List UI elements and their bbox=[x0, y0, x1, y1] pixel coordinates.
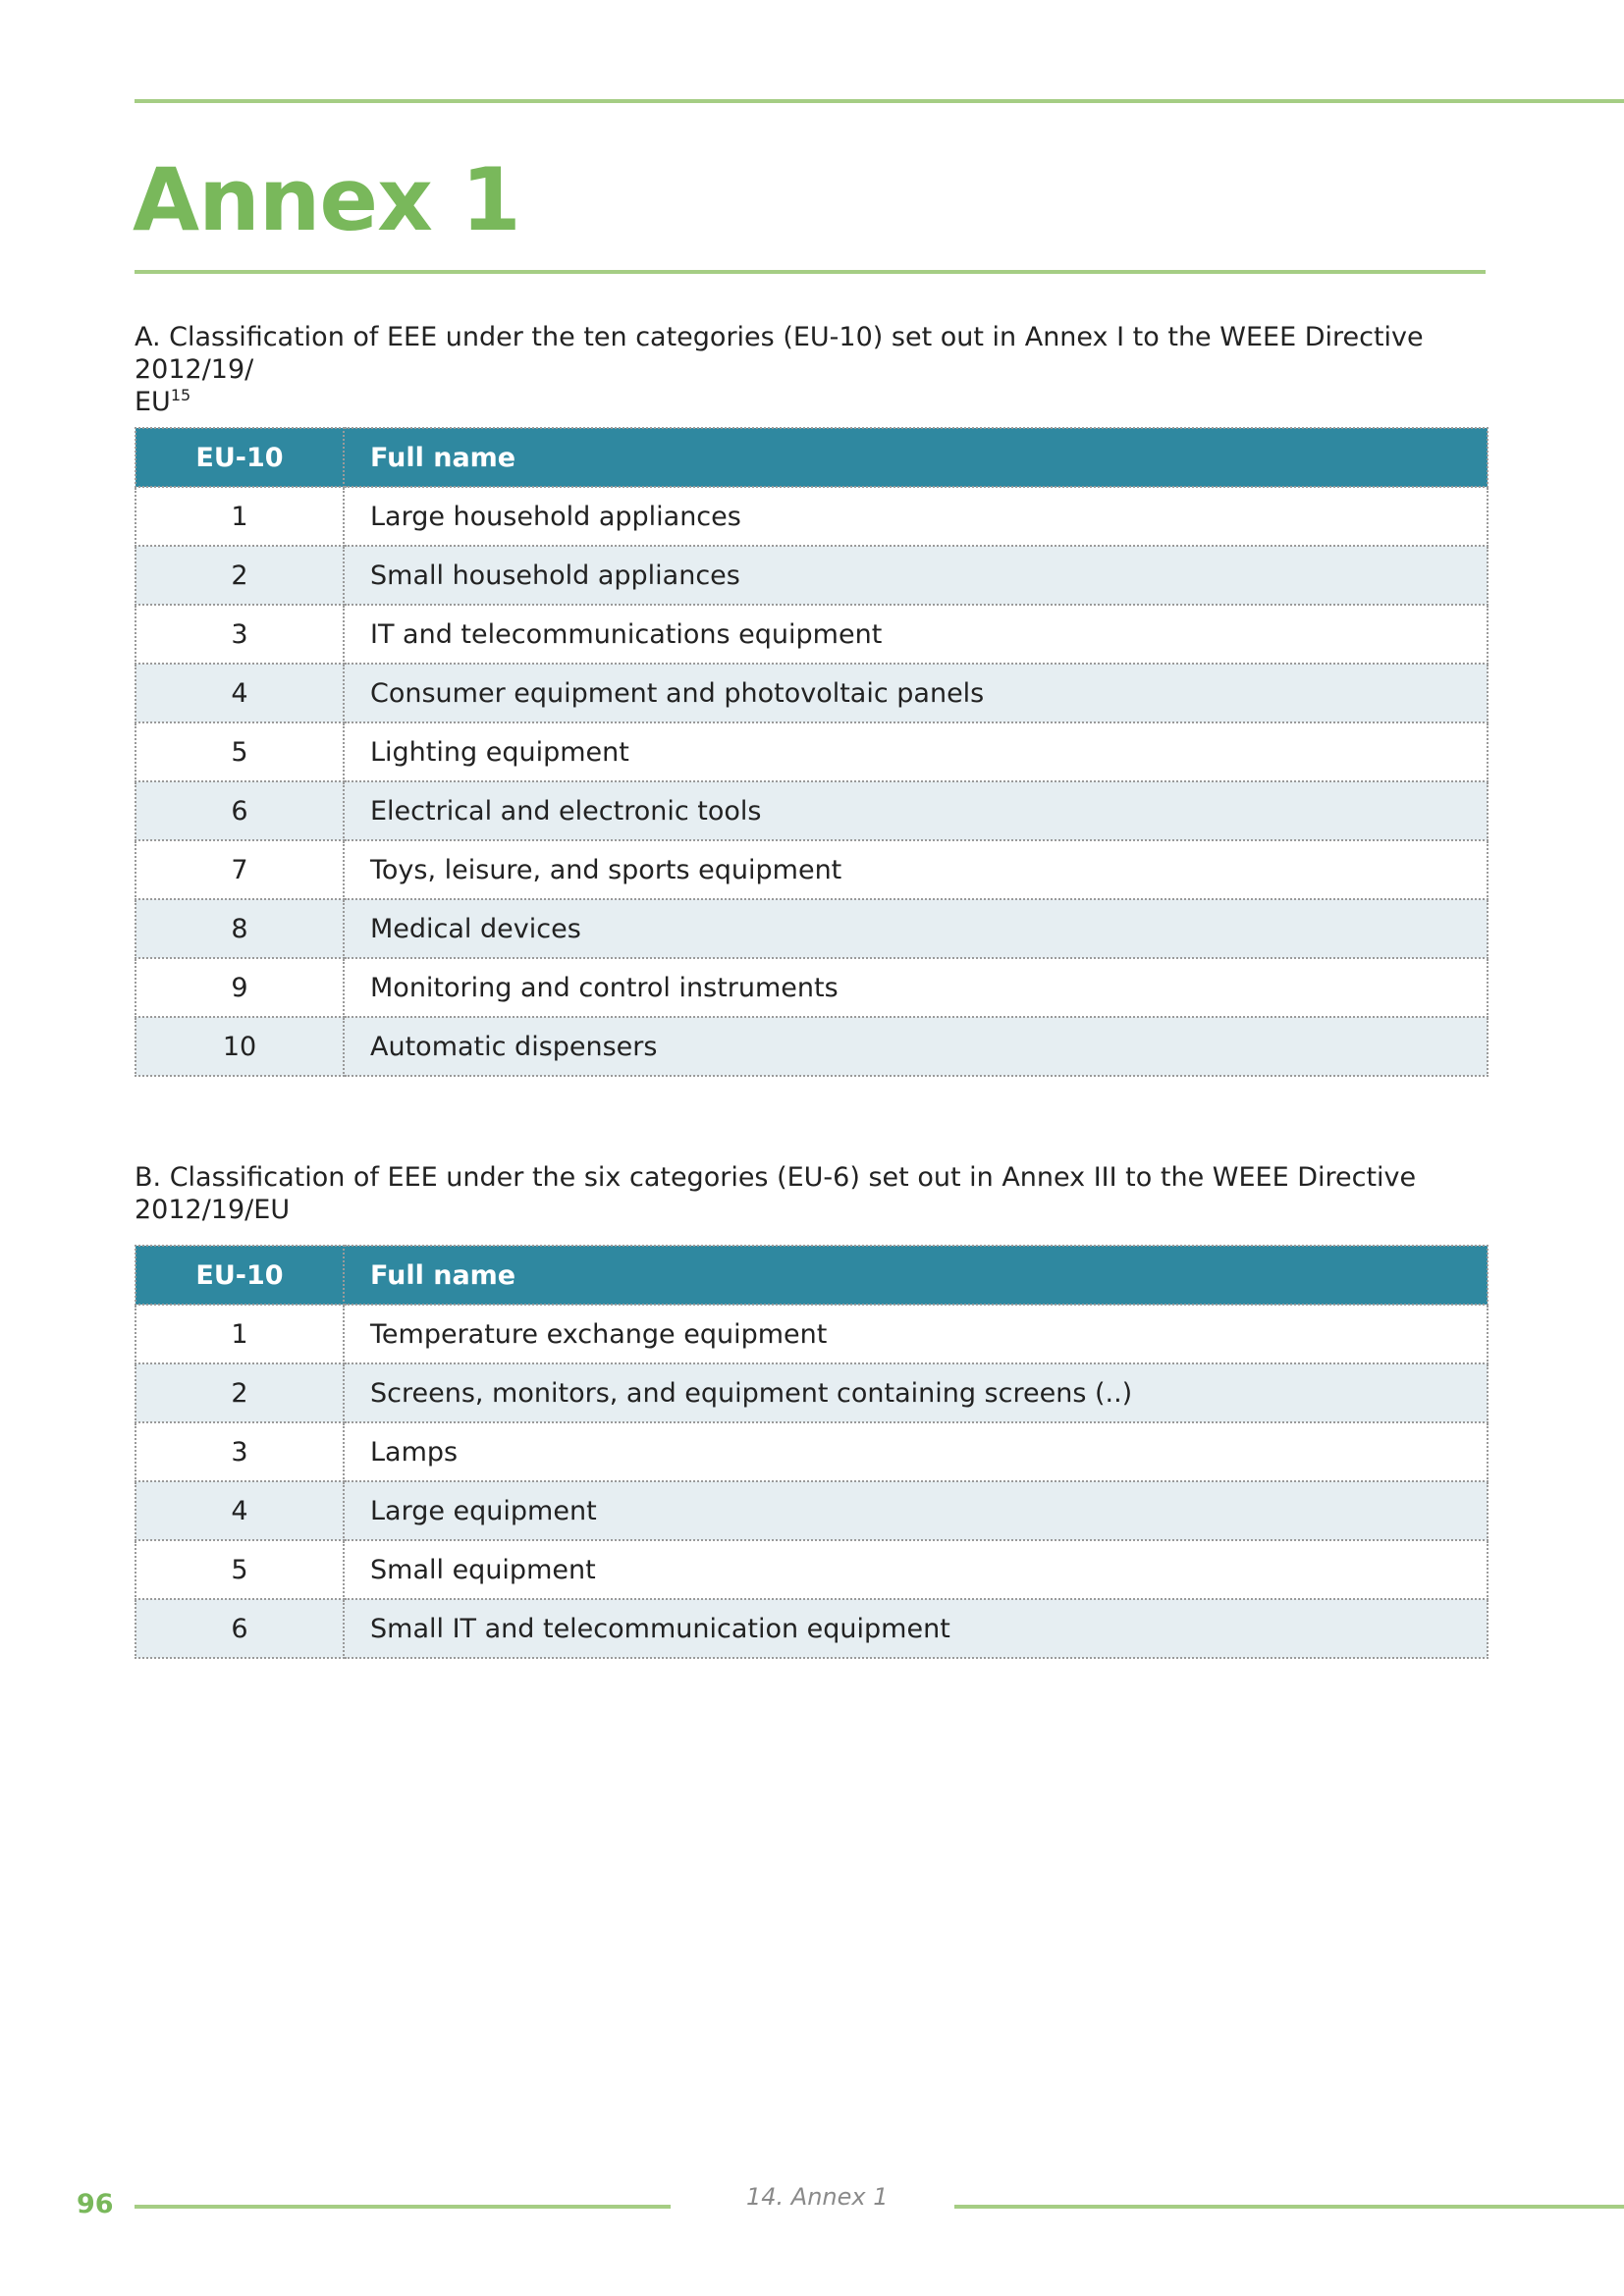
footnote-ref: 15 bbox=[170, 386, 191, 404]
cell-name: Temperature exchange equipment bbox=[344, 1305, 1488, 1363]
table-row bbox=[135, 1363, 1488, 1422]
page-number: 96 bbox=[77, 2189, 114, 2219]
footer-rule-right bbox=[954, 2205, 1624, 2209]
cell-num: 1 bbox=[135, 487, 344, 546]
cell-name: Small equipment bbox=[344, 1540, 1488, 1599]
cell-num: 1 bbox=[135, 1305, 344, 1363]
title-underline bbox=[135, 270, 1486, 274]
table-header-row bbox=[135, 428, 1488, 487]
cell-num: 9 bbox=[135, 958, 344, 1017]
cell-name: Large household appliances bbox=[344, 487, 1488, 546]
cell-name: Electrical and electronic tools bbox=[344, 781, 1488, 840]
cell-num: 6 bbox=[135, 781, 344, 840]
table-row bbox=[135, 899, 1488, 958]
table-row bbox=[135, 1481, 1488, 1540]
table-row bbox=[135, 722, 1488, 781]
table-row bbox=[135, 840, 1488, 899]
cell-name: Screens, monitors, and equipment containing screens (..) bbox=[344, 1363, 1488, 1422]
cell-name: Small household appliances bbox=[344, 546, 1488, 605]
cell-name: Lighting equipment bbox=[344, 722, 1488, 781]
table-row bbox=[135, 1599, 1488, 1658]
cell-name: IT and telecommunications equipment bbox=[344, 605, 1488, 664]
table-row bbox=[135, 664, 1488, 722]
cell-name: Large equipment bbox=[344, 1481, 1488, 1540]
cell-num: 8 bbox=[135, 899, 344, 958]
running-title: 14. Annex 1 bbox=[746, 2183, 889, 2211]
table-row bbox=[135, 1422, 1488, 1481]
table-row bbox=[135, 781, 1488, 840]
cell-num: 4 bbox=[135, 1481, 344, 1540]
cell-name: Monitoring and control instruments bbox=[344, 958, 1488, 1017]
header-full-name: Full name bbox=[344, 428, 1488, 487]
cell-name: Small IT and telecommunication equipment bbox=[344, 1599, 1488, 1658]
header-eu10: EU-10 bbox=[135, 428, 344, 487]
cell-num: 5 bbox=[135, 1540, 344, 1599]
cell-name: Automatic dispensers bbox=[344, 1017, 1488, 1076]
table-row bbox=[135, 487, 1488, 546]
cell-num: 10 bbox=[135, 1017, 344, 1076]
header-full-name: Full name bbox=[344, 1246, 1488, 1305]
table-row bbox=[135, 1540, 1488, 1599]
cell-num: 3 bbox=[135, 605, 344, 664]
eu10-table bbox=[135, 427, 1489, 1077]
cell-num: 4 bbox=[135, 664, 344, 722]
cell-num: 6 bbox=[135, 1599, 344, 1658]
table-row bbox=[135, 1017, 1488, 1076]
cell-num: 2 bbox=[135, 1363, 344, 1422]
table-header-row bbox=[135, 1246, 1488, 1305]
caption-a-text: A. Classification of EEE under the ten categories (EU-10) set out in Annex I to the WEEE Directive 2012/19/ bbox=[135, 322, 1424, 385]
caption-b: B. Classification of EEE under the six categories (EU-6) set out in Annex III to the WEEE Directive 2012/19/EU bbox=[135, 1162, 1417, 1225]
footer-rule-left bbox=[135, 2205, 671, 2209]
cell-num: 5 bbox=[135, 722, 344, 781]
cell-num: 2 bbox=[135, 546, 344, 605]
table-row bbox=[135, 1305, 1488, 1363]
header-eu10: EU-10 bbox=[135, 1246, 344, 1305]
table-row bbox=[135, 605, 1488, 664]
cell-num: 3 bbox=[135, 1422, 344, 1481]
top-rule bbox=[135, 99, 1624, 103]
caption-a bbox=[135, 321, 1499, 418]
cell-num: 7 bbox=[135, 840, 344, 899]
cell-name: Consumer equipment and photovoltaic panels bbox=[344, 664, 1488, 722]
caption-a-end: EU bbox=[135, 387, 171, 417]
cell-name: Medical devices bbox=[344, 899, 1488, 958]
cell-name: Lamps bbox=[344, 1422, 1488, 1481]
cell-name: Toys, leisure, and sports equipment bbox=[344, 840, 1488, 899]
table-row bbox=[135, 546, 1488, 605]
page-title: Annex 1 bbox=[133, 149, 520, 250]
eu6-table bbox=[135, 1245, 1489, 1659]
table-row bbox=[135, 958, 1488, 1017]
